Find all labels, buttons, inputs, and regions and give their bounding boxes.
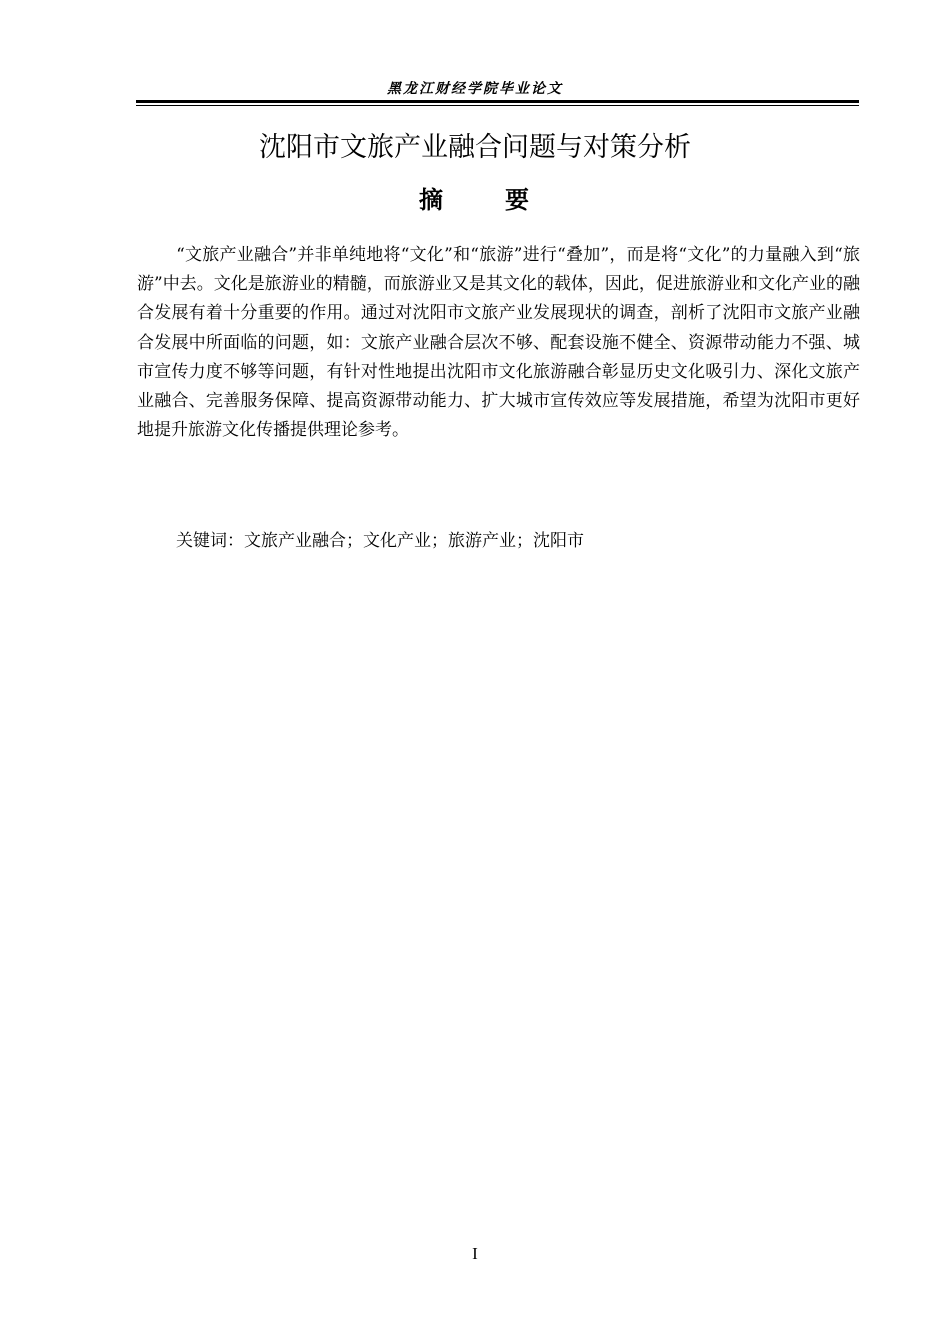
- running-header: 黑龙江财经学院毕业论文: [387, 81, 563, 97]
- abstract-heading-first-char: 摘: [419, 186, 445, 214]
- header-rule-thick: [136, 100, 859, 103]
- keywords-value: 文旅产业融合；文化产业；旅游产业；沈阳市: [244, 531, 584, 551]
- page-number: I: [472, 1244, 478, 1263]
- abstract-heading-second-char: 要: [505, 186, 531, 214]
- abstract-heading: [0, 182, 950, 218]
- document-title: 沈阳市文旅产业融合问题与对策分析: [259, 132, 691, 163]
- header-rule-thin: [136, 105, 859, 106]
- keywords-line: [176, 527, 584, 555]
- abstract-body: “文旅产业融合”并非单纯地将“文化”和“旅游”进行“叠加”，而是将“文化”的力量融入到“旅游”中去。文化是旅游业的精髓，而旅游业又是其文化的载体，因此，促进旅游业和文化产业的融合发展有着十分重要的作用。通过对沈阳市文旅产业发展现状的调查，剖析了沈阳市文旅产业融合发展中所面临的问题，如：文旅产业融合层次不够、配套设施不健全、资源带动能力不强、城市宣传力度不够等问题，有针对性地提出沈阳市文化旅游融合彰显历史文化吸引力、深化文旅产业融合、完善服务保障、提高资源带动能力、扩大城市宣传效应等发展措施，希望为沈阳市更好地提升旅游文化传播提供理论参考。: [137, 245, 860, 441]
- keywords-label: 关键词：: [176, 531, 244, 551]
